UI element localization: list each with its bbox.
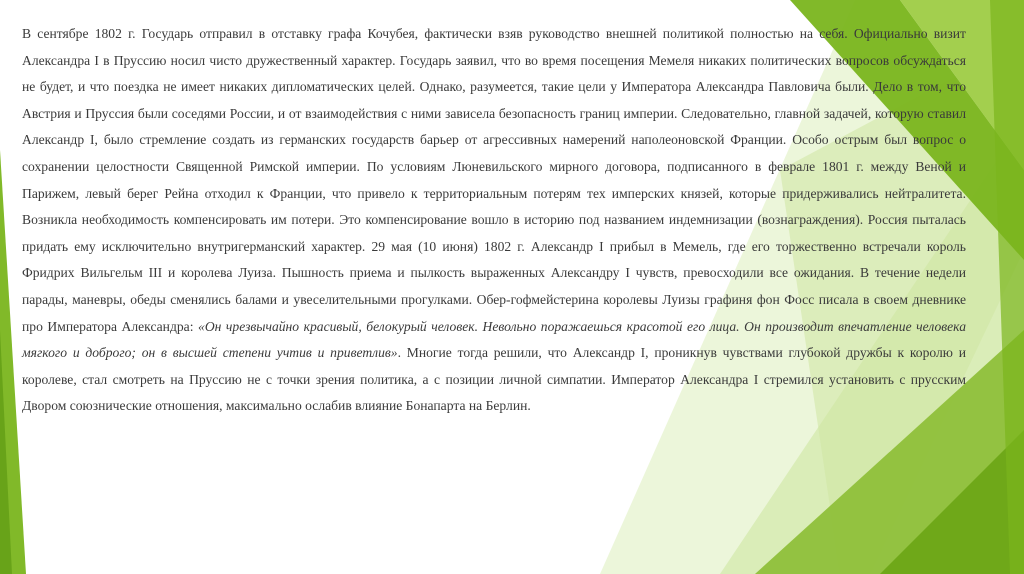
diary-quote: «Он чрезвычайно красивый, белокурый человек. Невольно поражаешься красотой его лица. Он производит впечатление человека мягкого и доброго; он в высшей степени учтив и приветлив»: [22, 318, 966, 361]
paragraph-text-part2: . Многие тогда решили, что Александр I, проникнув чувствами глубокой дружбы к королю и королеве, стал смотреть на Пруссию не с точки зрения политика, а с позиции личной симпатии. Император Александра I стремился установить с прусским Двором союзнические отношения, максимально ослабив влияние Бонапарта на Берлин.: [22, 345, 966, 414]
body-paragraph: [22, 21, 966, 420]
paragraph-text-part1: В сентябре 1802 г. Государь отправил в отставку графа Кочубея, фактически взяв руководство внешней политикой полностью на себя. Официально визит Александра I в Пруссию носил чисто дружественный характер. Государь заявил, что во время посещения Мемеля никаких политических вопросов обсуждаться не будет, и что поездка не имеет никаких дипломатических целей. Однако, разумеется, такие цели у Императора Александра Павловича были. Дело в том, что Австрия и Пруссия были соседями России, и от взаимодействия с ними зависела безопасность границ империи. Следовательно, главной задачей, которую ставил Александр I, было стремление создать из германских государств барьер от агрессивных намерений наполеоновской Франции. Особо острым был вопрос о сохранении целостности Священной Римской империи. По условиям Люневильского мирного договора, подписанного в феврале 1801 г. между Веной и Парижем, левый берег Рейна отходил к Франции, что привело к территориальным потерям тех имперских князей, которые придерживались нейтралитета. Возникла необходимость компенсировать им потери. Это компенсирование вошло в историю под названием индемнизации (вознаграждения). Россия пыталась придать ему исключительно внутригерманский характер. 29 мая (10 июня) 1802 г. Александр I прибыл в Мемель, где его торжественно встречали король Фридрих Вильгельм III и королева Луиза. Пышность приема и пылкость выраженных Александру I чувств, превосходили все ожидания. В течение недели парады, маневры, обеды сменялись балами и увеселительными прогулками. Обер-гофмейстерина королевы Луизы графиня фон Фосс писала в своем дневнике про Императора Александра:: [22, 26, 966, 334]
